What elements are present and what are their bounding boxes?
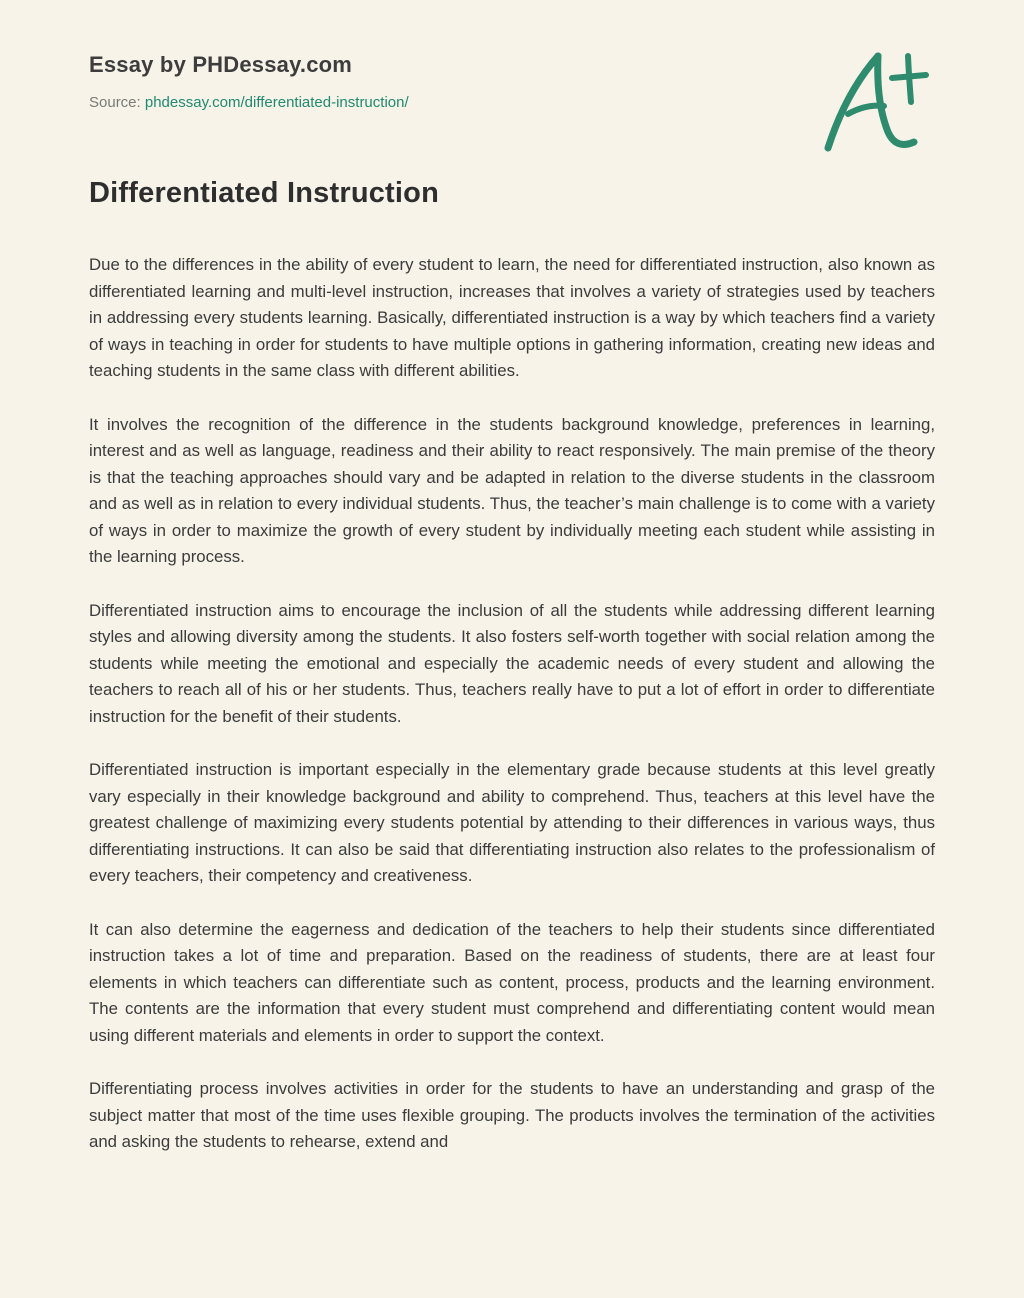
essay-title: Differentiated Instruction	[89, 177, 439, 209]
essay-paragraph: Differentiating process involves activities in order for the students to have an understanding and grasp of the subject matter that most of the time uses flexible grouping. The products involves the termination of the activities and asking the students to rehearse, extend and	[89, 1079, 935, 1151]
essay-paragraph: Differentiated instruction aims to encourage the inclusion of all the students while addressing different learning styles and allowing diversity among the students. It also fosters self-worth together with social relation among the students while meeting the emotional and especially the academic needs of every student and allowing the teachers to reach all of his or her students. Thus, teachers really have to put a lot of effort in order to differentiate instruction for the benefit of their students.	[89, 600, 935, 726]
page-header	[89, 52, 935, 111]
phdessay-logo	[820, 44, 932, 162]
source-line	[89, 94, 935, 111]
essay-body	[89, 252, 935, 1156]
essay-paragraph: It can also determine the eagerness and dedication of the teachers to help their students since differentiated instruction takes a lot of time and preparation. Based on the readiness of students, there are at least four elements in which teachers can differentiate such as content, process, products and the learning environment. The contents are the information that every student must comprehend and differentiating content would mean using different materials and elements in order to support the context.	[89, 919, 935, 1045]
source-label: Source:	[89, 94, 141, 111]
essay-paragraph: Due to the differences in the ability of every student to learn, the need for differentiated instruction, also known as differentiated learning and multi-level instruction, increases that involves a variety of strategies used by teachers in addressing every students learning. Basically, differentiated instruction is a way by which teachers find a variety of ways in teaching in order for students to have multiple options in gathering information, creating new ideas and teaching students in the same class with different abilities.	[89, 255, 935, 380]
essay-paragraph: Differentiated instruction is important especially in the elementary grade because students at this level greatly vary especially in their knowledge background and ability to comprehend. Thus, teachers at this level have the greatest challenge of maximizing every students potential by attending to their differences in various ways, thus differentiating instructions. It can also be said that differentiating instruction also relates to the professionalism of every teachers, their competency and creativeness.	[89, 760, 935, 885]
a-plus-logo-icon	[820, 44, 932, 162]
essay-paragraph: It involves the recognition of the difference in the students background knowledge, preferences in learning, interest and as well as language, readiness and their ability to react responsively. The main premise of the theory is that the teaching approaches should vary and be adapted in relation to the diverse students in the classroom and as well as in relation to every individual students. Thus, the teacher’s main challenge is to come with a variety of ways in order to maximize the growth of every student by individually meeting each student while assisting in the learning process.	[89, 414, 935, 566]
byline: Essay by PHDessay.com	[89, 52, 353, 77]
source-link[interactable]: phdessay.com/differentiated-instruction/	[144, 94, 409, 111]
